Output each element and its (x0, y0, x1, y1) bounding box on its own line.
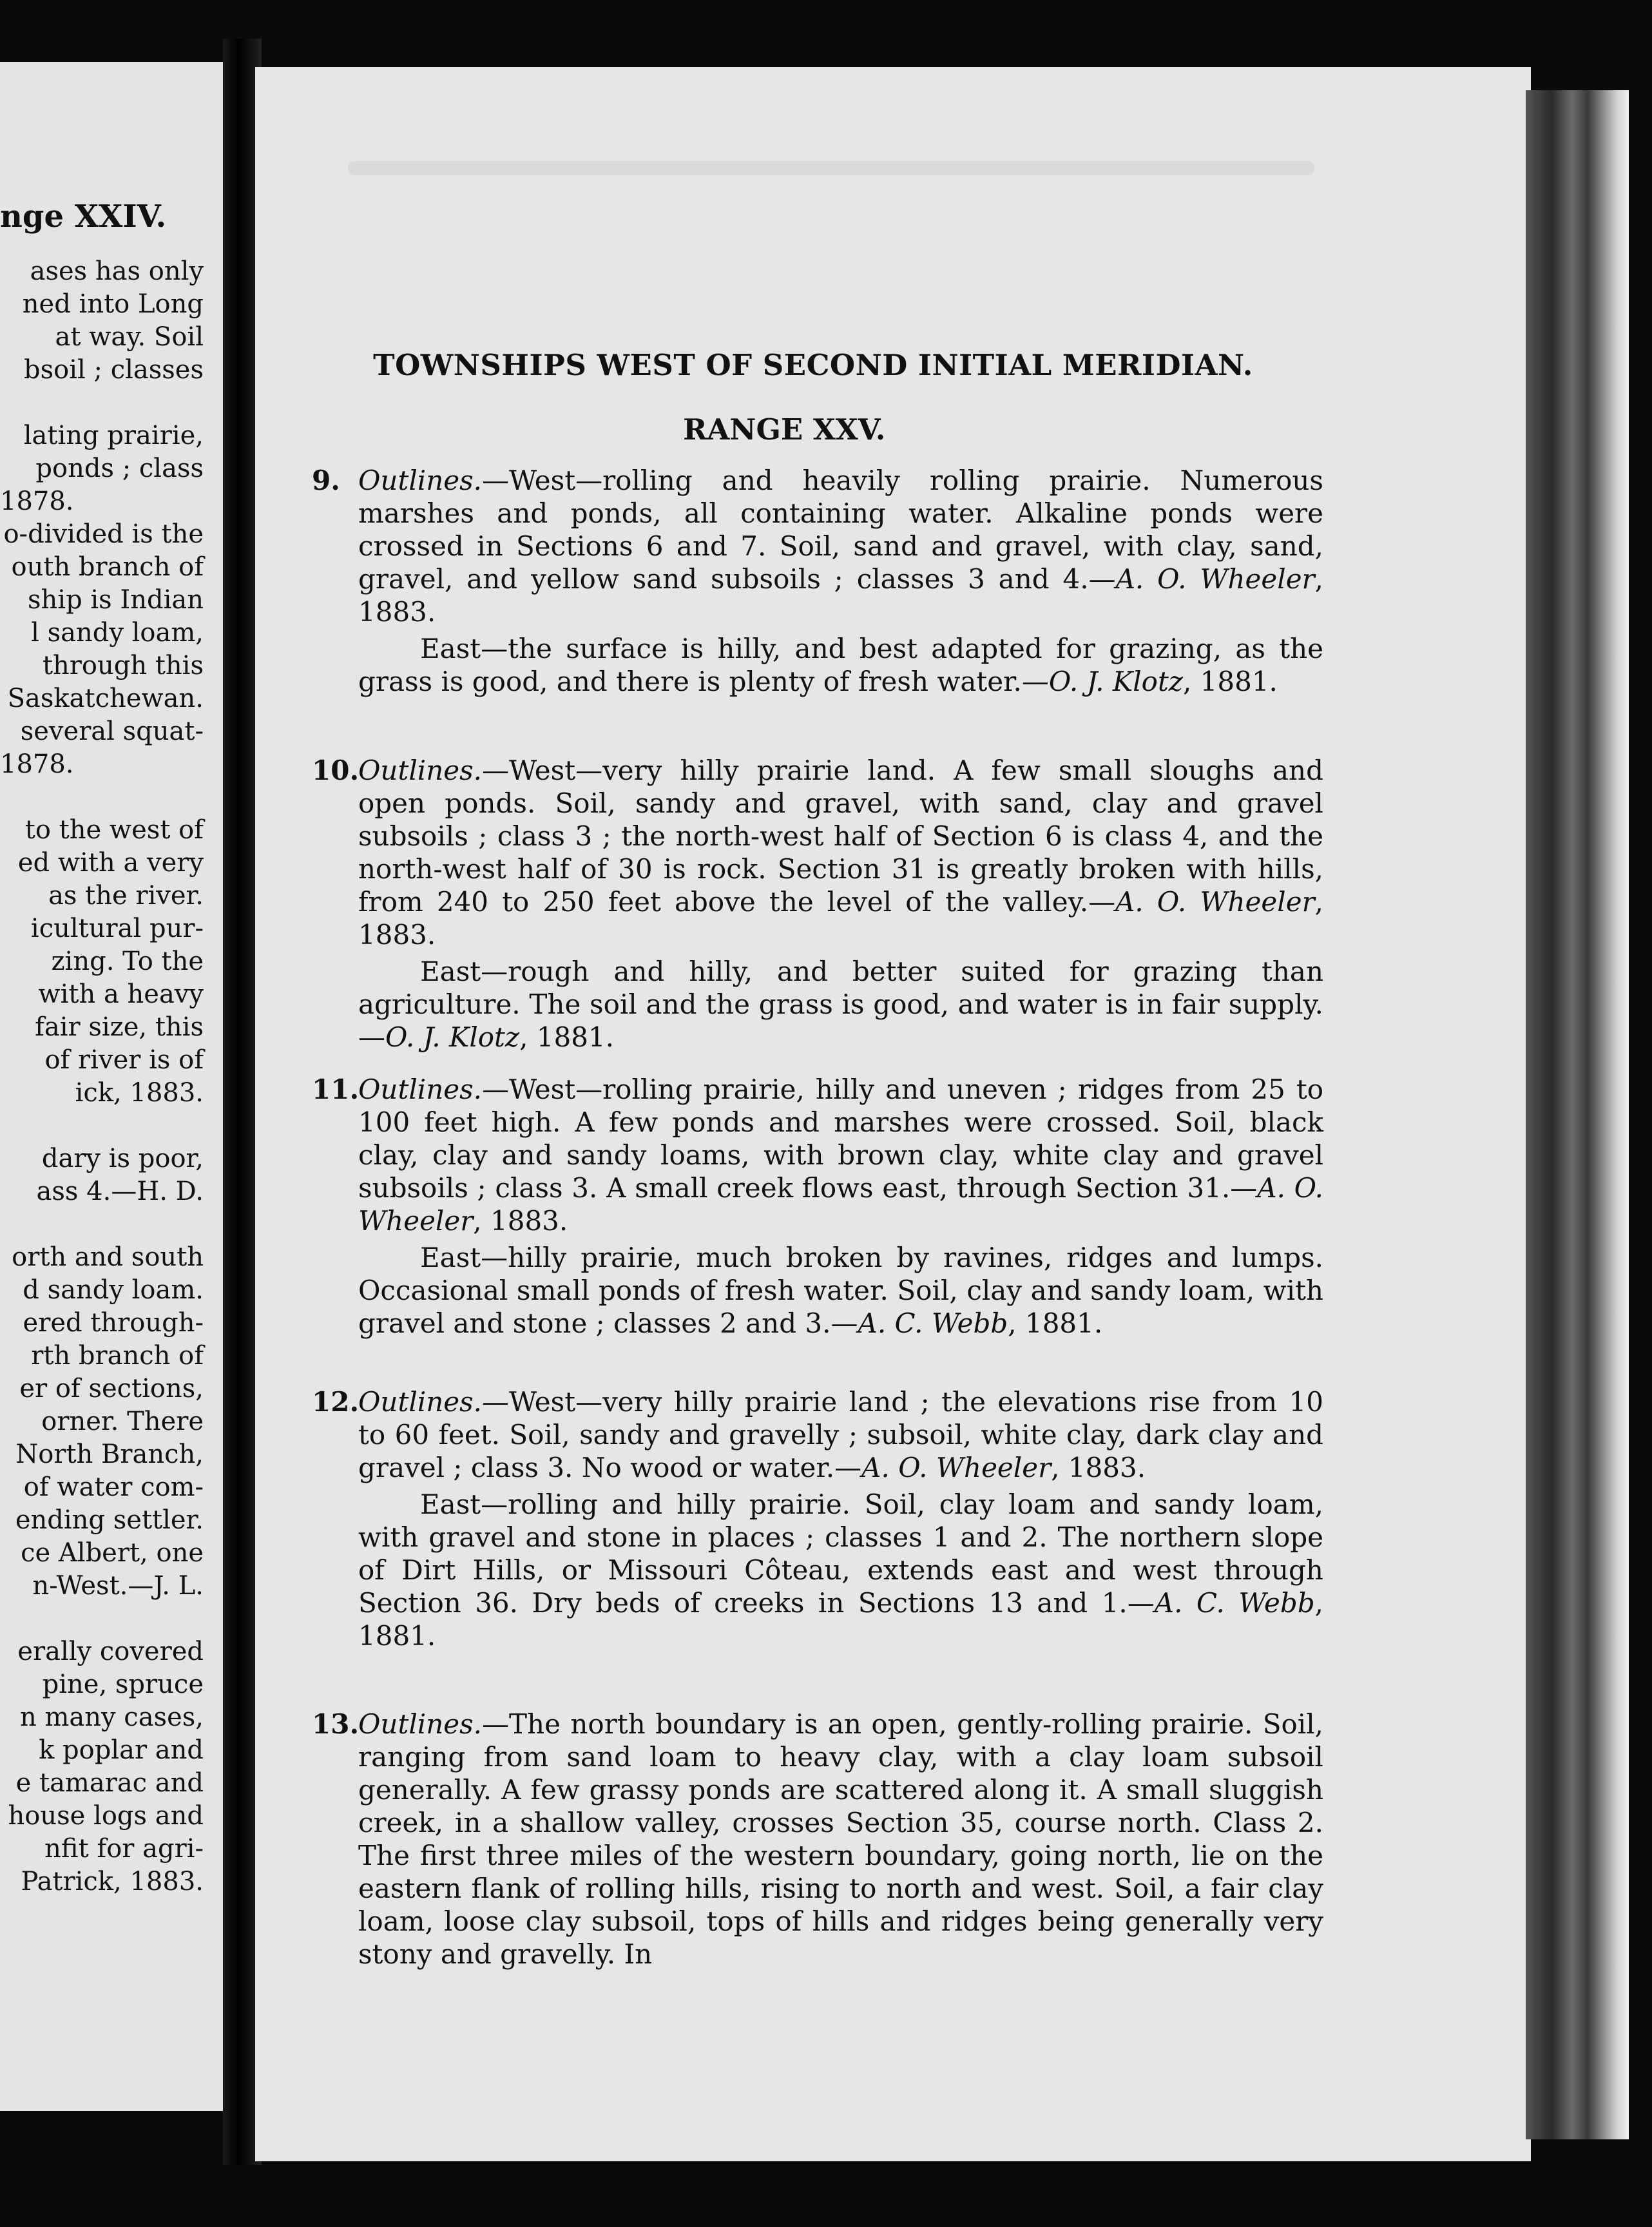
entry-text: —The north boundary is an open, gently-rolling prairie. Soil, ranging from sand loam to heavy clay, with a clay loam subsoil generally. A few grassy ponds are scattered along it. A small sluggish creek, in a shallow valley, crosses Section 35, course north. Class 2. The first three miles of the western boundary, going north, lie on the eastern flank of rolling hills, rising to north and west. Soil, a fair clay loam, loose clay subsoil, tops of hills and ridges being generally very stony and gravelly. In (358, 1708, 1323, 1970)
entry-text: East—hilly prairie, much broken by ravines, ridges and lumps. Occasional small ponds of fresh water. Soil, clay and sandy loam, with gravel and stone ; classes 2 and 3.— (358, 1242, 1323, 1339)
township-number: 13. (312, 1708, 360, 1740)
entry-text: —West—very hilly prairie land ; the elevations rise from 10 to 60 feet. Soil, sandy and gravelly ; subsoil, white clay, dark clay and gravel ; class 3. No wood or water.— (358, 1386, 1323, 1483)
outlines-label: Outlines. (358, 755, 483, 786)
surveyor-signature: A. O. Wheeler (861, 1452, 1052, 1483)
township-entry (312, 1385, 1323, 1652)
surveyor-signature: O. J. Klotz (1048, 666, 1183, 697)
left-page-line: n many cases, (19, 1702, 204, 1732)
entry-west-paragraph (358, 754, 1323, 951)
left-page-line: orner. There (41, 1407, 204, 1436)
township-entry (312, 1708, 1323, 1971)
entry-west-paragraph (358, 1385, 1323, 1484)
left-page-line: as the river. (48, 881, 204, 911)
left-page-line: to the west of (24, 815, 204, 845)
left-page-line: ass 4.—H. D. (36, 1177, 204, 1206)
township-number: 9. (312, 465, 340, 496)
left-page-line: d sandy loam. (23, 1275, 204, 1305)
left-page-line: bsoil ; classes (23, 355, 204, 385)
entry-text: East—the surface is hilly, and best adapted for grazing, as the grass is good, and there is plenty of fresh water.— (358, 633, 1323, 697)
outlines-label: Outlines. (358, 1708, 483, 1740)
entry-text: —West—rolling prairie, hilly and uneven ; ridges from 25 to 100 feet high. A few ponds and marshes were crossed. Soil, black clay, clay and sandy loams, with brown clay, white clay and gravel subsoils ; class 3. A small creek flows east, through Section 31.— (358, 1074, 1323, 1204)
outlines-label: Outlines. (358, 1074, 483, 1105)
left-page-line: ick, 1883. (75, 1078, 204, 1108)
left-page-line: n-West.—J. L. (32, 1571, 204, 1601)
left-page-line: ponds ; class (35, 454, 204, 483)
left-page-line: orth and south (12, 1242, 204, 1272)
survey-year: , 1883. (358, 563, 1323, 628)
left-page-line: er of sections, (19, 1374, 204, 1403)
surveyor-signature: A. O. Wheeler (1115, 563, 1315, 595)
left-page-line: l sandy loam, (31, 618, 204, 648)
left-page-line: pine, spruce (42, 1670, 204, 1699)
range-subheading: RANGE XXV. (683, 412, 886, 447)
survey-year: , 1881. (358, 1587, 1323, 1652)
left-page-line: dary is poor, (41, 1144, 204, 1173)
page-title: TOWNSHIPS WEST OF SECOND INITIAL MERIDIAN. (373, 348, 1253, 382)
entry-text: East—rough and hilly, and better suited for grazing than agriculture. The soil and the grass is good, and water is in fair supply.— (358, 956, 1323, 1053)
bleed-through-shadow (348, 161, 1314, 175)
left-page-line: of river is of (44, 1045, 204, 1075)
left-page-line: Saskatchewan. (7, 684, 204, 713)
entry-text: —West—very hilly prairie land. A few small sloughs and open ponds. Soil, sandy and gravel, with sand, clay and gravel subsoils ; class 3 ; the north-west half of Section 6 is class 4, and the north-west half of 30 is rock. Section 31 is greatly broken with hills, from 240 to 250 feet above the level of the valley.— (358, 755, 1323, 918)
entry-west-paragraph (358, 464, 1323, 628)
left-page-line: with a heavy (38, 979, 204, 1009)
township-number: 10. (312, 755, 360, 786)
entry-east-paragraph (358, 632, 1323, 698)
survey-year: , 1883. (358, 886, 1323, 950)
survey-year: , 1881. (1182, 666, 1278, 697)
left-page-line: ered through- (23, 1308, 204, 1338)
page-edge-stack (1526, 90, 1629, 2139)
surveyor-signature: O. J. Klotz (385, 1021, 520, 1053)
outlines-label: Outlines. (358, 465, 483, 496)
left-page-line: fair size, this (35, 1012, 204, 1042)
left-page-line: ending settler. (15, 1505, 204, 1535)
entry-west-paragraph (358, 1708, 1323, 1971)
left-page-line: through this (42, 651, 204, 680)
township-entry (312, 464, 1323, 698)
left-page-line: ed with a very (17, 848, 204, 878)
left-page-line: ce Albert, one (21, 1538, 204, 1568)
left-page-line: 1878. (0, 749, 74, 779)
left-page-line: Patrick, 1883. (21, 1867, 204, 1896)
entry-west-paragraph (358, 1073, 1323, 1237)
entry-text: —West—rolling and heavily rolling prairie. Numerous marshes and ponds, all containing water. Alkaline ponds were crossed in Sections 6 and 7. Soil, sand and gravel, with clay, sand, gravel, and yellow sand subsoils ; classes 3 and 4.— (358, 465, 1323, 595)
left-page-line: rth branch of (31, 1341, 204, 1371)
left-page-line: k poplar and (39, 1735, 204, 1765)
surveyor-signature: A. C. Webb (858, 1307, 1008, 1339)
left-page-line: at way. Soil (55, 322, 204, 352)
left-page-line: 1878. (0, 487, 74, 516)
survey-year: , 1883. (1051, 1452, 1146, 1483)
left-page-heading: nge XXIV. (0, 198, 167, 235)
surveyor-signature: A. O. Wheeler (358, 1172, 1324, 1237)
left-page-line: several squat- (20, 717, 204, 746)
township-entry (312, 1073, 1323, 1340)
left-page-line: house logs and (8, 1801, 204, 1831)
left-page-line: zing. To the (51, 947, 204, 976)
township-number: 11. (312, 1074, 360, 1105)
left-page-line: lating prairie, (23, 421, 204, 450)
outlines-label: Outlines. (358, 1386, 483, 1418)
survey-year: , 1881. (519, 1021, 615, 1053)
entry-east-paragraph (358, 1488, 1323, 1652)
left-page-line: ned into Long (22, 289, 204, 319)
township-number: 12. (312, 1386, 360, 1418)
left-page-line: o-divided is the (3, 519, 204, 549)
surveyor-signature: A. O. Wheeler (1115, 886, 1315, 918)
left-page-line: ship is Indian (27, 585, 204, 615)
entry-east-paragraph (358, 955, 1323, 1054)
left-page-line: nfit for agri- (44, 1834, 204, 1864)
left-page-line: erally covered (17, 1637, 204, 1666)
left-page-line: of water com- (23, 1472, 204, 1502)
left-page-line: ases has only (30, 256, 204, 286)
left-page-line: e tamarac and (15, 1768, 204, 1798)
left-page-line: outh branch of (11, 552, 204, 582)
survey-year: , 1883. (473, 1205, 568, 1237)
left-page-line: North Branch, (15, 1440, 204, 1469)
entry-east-paragraph (358, 1241, 1323, 1340)
left-page-line: icultural pur- (30, 914, 204, 943)
surveyor-signature: A. C. Webb (1154, 1587, 1315, 1619)
survey-year: , 1881. (1008, 1307, 1103, 1339)
left-page-fragment (0, 62, 223, 2111)
township-entry (312, 754, 1323, 1054)
entry-text: East—rolling and hilly prairie. Soil, clay loam and sandy loam, with gravel and stone in places ; classes 1 and 2. The northern slope of Dirt Hills, or Missouri Côteau, extends east and west through Section 36. Dry beds of creeks in Sections 13 and 1.— (358, 1489, 1323, 1619)
